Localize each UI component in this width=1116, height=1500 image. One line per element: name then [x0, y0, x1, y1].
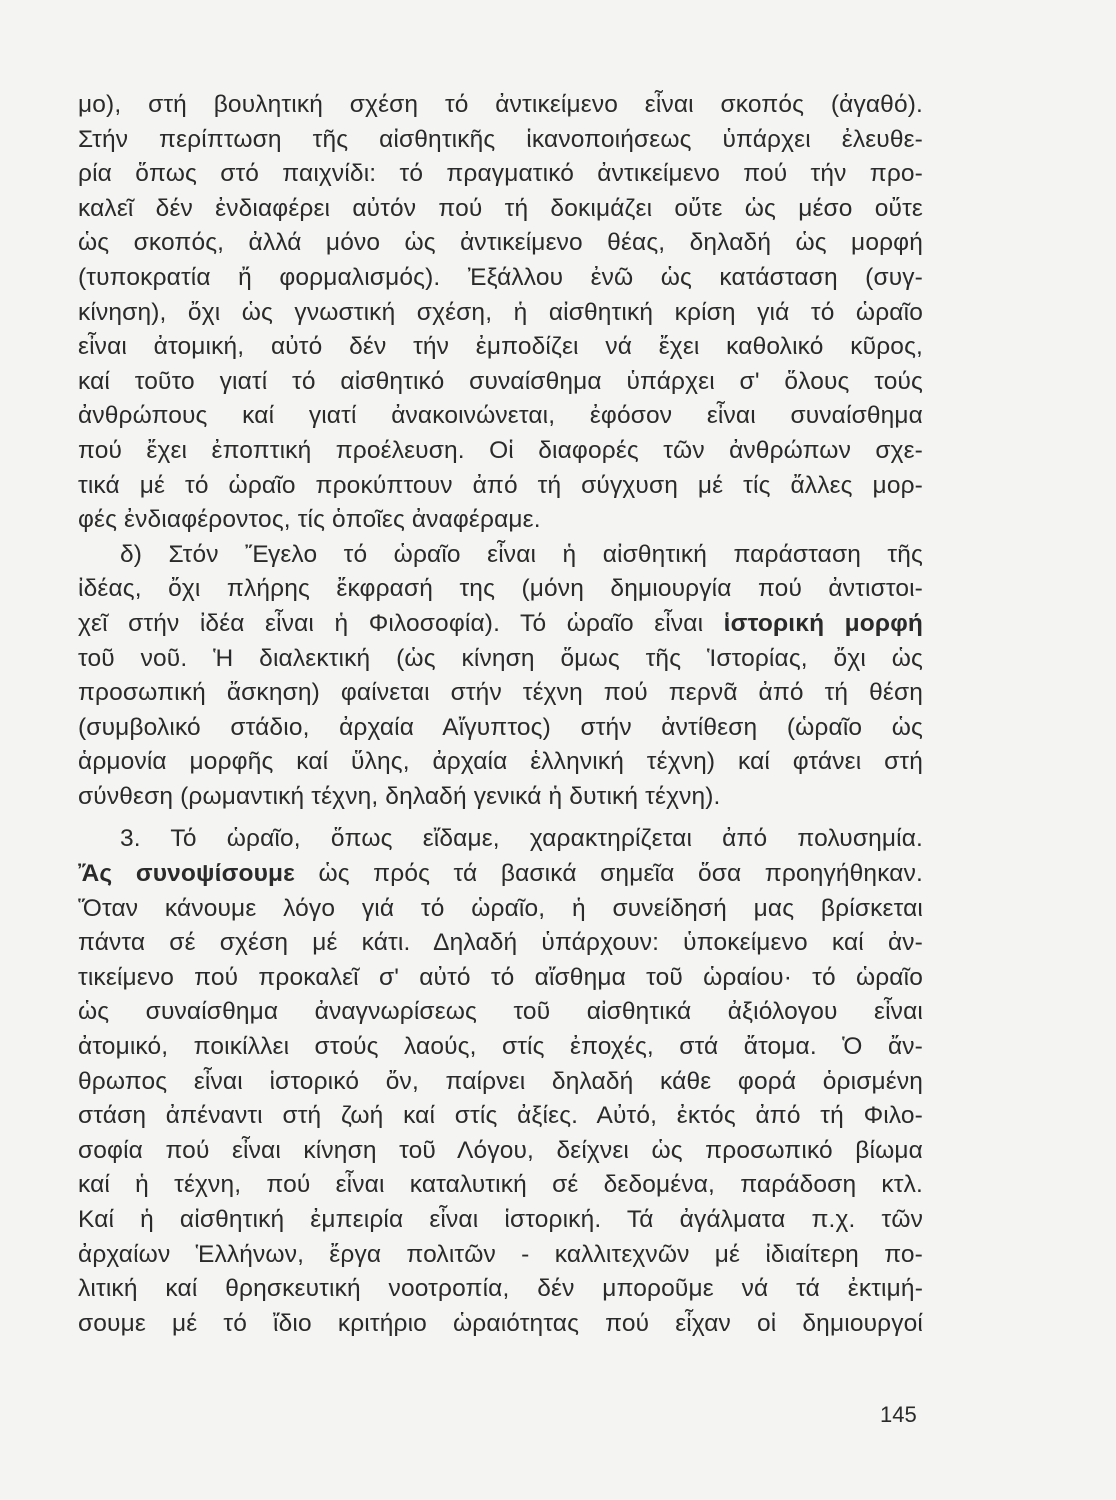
text-run: σουμε μέ τό ἴδιο κριτήριο ὡραιότητας πού εἶχαν οἱ δημιουργοί	[78, 1309, 923, 1337]
text-line	[78, 192, 923, 227]
text-run: τοῦ νοῦ. Ἡ διαλεκτική (ὡς κίνηση ὅμως τῆς Ἱστορίας, ὄχι ὡς	[78, 644, 923, 672]
text-run: μο), στή βουλητική σχέση τό ἀντικείμενο εἶναι σκοπός (ἀγαθό).	[78, 91, 923, 118]
text-line	[78, 892, 923, 927]
text-run: σοφία πού εἶναι κίνηση τοῦ Λόγου, δείχνει ὡς προσωπικό βίωμα	[78, 1136, 923, 1164]
text-line	[78, 780, 923, 815]
text-run: 3. Τό ὡραῖο, ὅπως εἴδαμε, χαρακτηρίζεται ἀπό πολυσημία.	[120, 825, 923, 853]
text-line	[78, 1272, 923, 1307]
text-run: (τυποκρατία ἤ φορμαλισμός). Ἐξάλλου ἐνῶ ὡς κατάσταση (συγ-	[78, 263, 923, 291]
text-run: τικείμενο πού προκαλεῖ σ' αὐτό τό αἴσθημα τοῦ ὡραίου· τό ὡραῖο	[78, 963, 923, 991]
text-run: σύνθεση (ρωμαντική τέχνη, δηλαδή γενικά ἡ δυτική τέχνη).	[78, 782, 721, 810]
text-line	[78, 642, 923, 677]
text-run: λιτική καί θρησκευτική νοοτροπία, δέν μποροῦμε νά τά ἐκτιμή-	[78, 1275, 923, 1303]
text-run: προσωπική ἄσκηση) φαίνεται στήν τέχνη πού περνᾶ ἀπό τή θέση	[78, 679, 923, 707]
text-run: δ) Στόν Ἔγελο τό ὡραῖο εἶναι ἡ αἰσθητική παράσταση τῆς	[120, 540, 923, 568]
text-run: ὡς σκοπός, ἀλλά μόνο ὡς ἀντικείμενο θέας, δηλαδή ὡς μορφή	[78, 229, 923, 257]
text-line	[78, 469, 923, 504]
text-line	[78, 1099, 923, 1134]
text-line	[78, 1307, 923, 1342]
text-run: φές ἐνδιαφέροντος, τίς ὁποῖες ἀναφέραμε.	[78, 506, 541, 534]
text-line	[78, 434, 923, 469]
text-line	[78, 538, 923, 573]
text-line	[78, 607, 923, 642]
text-run: στάση ἀπέναντι στή ζωή καί στίς ἀξίες. Αὐτό, ἐκτός ἀπό τή Φιλο-	[78, 1102, 923, 1130]
text-run: καί ἡ τέχνη, πού εἶναι καταλυτική σέ δεδομένα, παράδοση κτλ.	[78, 1171, 923, 1199]
text-run: τικά μέ τό ὡραῖο προκύπτουν ἀπό τή σύγχυση μέ τίς ἄλλες μορ-	[78, 471, 923, 499]
text-line	[78, 822, 923, 857]
text-run: κίνηση), ὄχι ὡς γνωστική σχέση, ἡ αἰσθητική κρίση γιά τό ὡραῖο	[78, 298, 923, 326]
text-run: ἀρχαίων Ἑλλήνων, ἔργα πολιτῶν - καλλιτεχνῶν μέ ἰδιαίτερη πο-	[78, 1240, 923, 1268]
text-run: ἀνθρώπους καί γιατί ἀνακοινώνεται, ἐφόσον εἶναι συναίσθημα	[78, 402, 923, 430]
page-number: 145	[880, 1402, 917, 1427]
text-line	[78, 676, 923, 711]
emphasized-phrase: Ἄς συνοψίσουμε	[78, 860, 295, 888]
text-line	[78, 88, 923, 123]
text-run: ἰδέας, ὄχι πλήρης ἔκφρασή της (μόνη δημιουργία πού ἀντιστοι-	[78, 575, 923, 603]
text-line	[78, 745, 923, 780]
text-line	[78, 857, 923, 892]
text-line	[78, 157, 923, 192]
text-run: ὡς πρός τά βασικά σημεῖα ὅσα προηγήθηκαν.	[294, 860, 923, 888]
text-run: Ὅταν κάνουμε λόγο γιά τό ὡραῖο, ἡ συνείδησή μας βρίσκεται	[78, 894, 923, 922]
text-run: ἀτομικό, ποικίλλει στούς λαούς, στίς ἐποχές, στά ἄτομα. Ὁ ἄν-	[78, 1033, 923, 1061]
text-line	[78, 1030, 923, 1065]
text-run: (συμβολικό στάδιο, ἀρχαία Αἴγυπτος) στήν ἀντίθεση (ὡραῖο ὡς	[78, 713, 923, 741]
text-run: πάντα σέ σχέση μέ κάτι. Δηλαδή ὑπάρχουν: ὑποκείμενο καί ἀν-	[78, 929, 923, 957]
text-line	[78, 123, 923, 158]
text-line	[78, 1168, 923, 1203]
text-line	[78, 1134, 923, 1169]
text-run: ὡς συναίσθημα ἀναγνωρίσεως τοῦ αἰσθητικά ἀξιόλογου εἶναι	[78, 998, 923, 1026]
emphasized-phrase: ἱστορική μορφή	[723, 609, 923, 637]
text-run: θρωπος εἶναι ἱστορικό ὄν, παίρνει δηλαδή κάθε φορά ὁρισμένη	[78, 1067, 923, 1095]
text-line	[78, 296, 923, 331]
body-text	[78, 88, 923, 1341]
text-run: καί τοῦτο γιατί τό αἰσθητικό συναίσθημα ὑπάρχει σ' ὅλους τούς	[78, 367, 923, 395]
text-line	[78, 1238, 923, 1273]
paragraph-gap	[78, 814, 923, 822]
text-line	[78, 330, 923, 365]
text-line	[78, 961, 923, 996]
text-line	[78, 711, 923, 746]
text-run: καλεῖ δέν ἐνδιαφέρει αὐτόν πού τή δοκιμάζει οὔτε ὡς μέσο οὔτε	[78, 194, 923, 222]
text-run: χεῖ στήν ἰδέα εἶναι ἡ Φιλοσοφία). Τό ὡραῖο εἶναι	[78, 609, 724, 637]
text-line	[78, 226, 923, 261]
text-run: εἶναι ἀτομική, αὐτό δέν τήν ἐμποδίζει νά ἔχει καθολικό κῦρος,	[78, 333, 923, 361]
text-line	[78, 399, 923, 434]
text-run: ρία ὅπως στό παιχνίδι: τό πραγματικό ἀντικείμενο πού τήν προ-	[78, 160, 923, 188]
text-line	[78, 1203, 923, 1238]
text-line	[78, 1065, 923, 1100]
text-run: ἁρμονία μορφῆς καί ὕλης, ἀρχαία ἑλληνική τέχνη) καί φτάνει στή	[78, 748, 923, 776]
text-line	[78, 503, 923, 538]
text-run: Στήν περίπτωση τῆς αἰσθητικῆς ἱκανοποιήσεως ὑπάρχει ἐλευθε-	[78, 125, 923, 153]
text-line	[78, 926, 923, 961]
text-line	[78, 995, 923, 1030]
text-line	[78, 572, 923, 607]
text-run: Καί ἡ αἰσθητική ἐμπειρία εἶναι ἱστορική. Τά ἀγάλματα π.χ. τῶν	[78, 1206, 923, 1233]
text-run: πού ἔχει ἐποπτική προέλευση. Οἱ διαφορές τῶν ἀνθρώπων σχε-	[78, 436, 923, 464]
text-line	[78, 261, 923, 296]
text-line	[78, 365, 923, 400]
